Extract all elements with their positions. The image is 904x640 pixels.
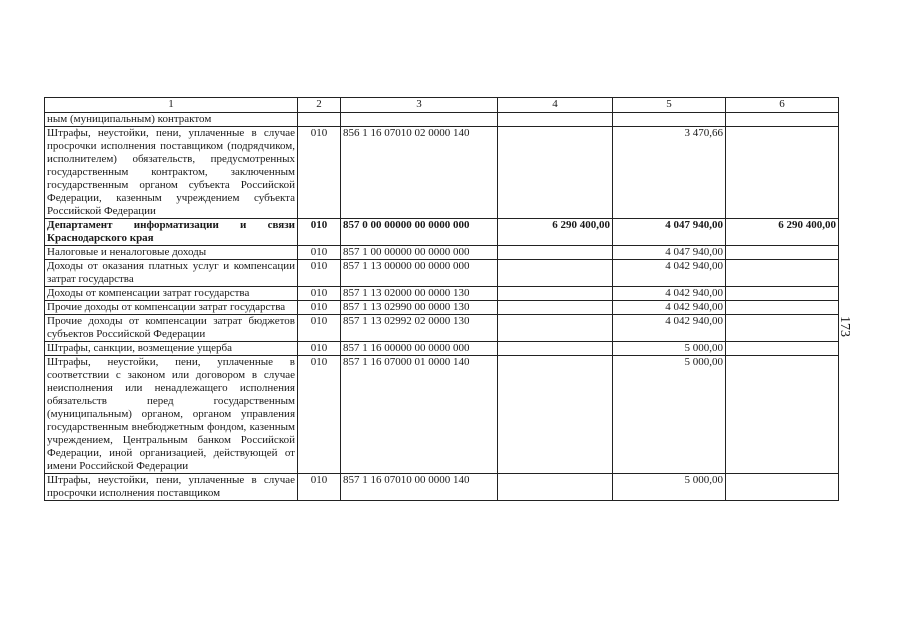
header-col-3: 3 (341, 98, 498, 113)
row-col-5-value: 4 047 940,00 (613, 246, 726, 260)
row-col-4-value: 6 290 400,00 (498, 219, 613, 246)
row-name: Штрафы, неустойки, пени, уплаченные в случае просрочки исполнения поставщиком (подрядчиком, исполнителем) обязательств, предусмотренных государственным контрактом, заключенным государственным органом субъекта Российской Федерации, казенным учреждением субъекта Российской Федерации (45, 127, 298, 219)
row-budget-code: 857 1 00 00000 00 0000 000 (341, 246, 498, 260)
header-col-5: 5 (613, 98, 726, 113)
row-col-4-value (498, 342, 613, 356)
row-col-5-value: 5 000,00 (613, 356, 726, 474)
row-col-5-value: 5 000,00 (613, 342, 726, 356)
row-name: Доходы от оказания платных услуг и компенсации затрат государства (45, 260, 298, 287)
row-name: Штрафы, санкции, возмещение ущерба (45, 342, 298, 356)
row-col-4-value (498, 315, 613, 342)
row-line-code (298, 113, 341, 127)
row-budget-code: 857 0 00 00000 00 0000 000 (341, 219, 498, 246)
table-row (45, 474, 839, 501)
row-col-6-value (726, 301, 839, 315)
row-line-code: 010 (298, 301, 341, 315)
row-name: Штрафы, неустойки, пени, уплаченные в случае просрочки исполнения поставщиком (45, 474, 298, 501)
row-col-4-value (498, 113, 613, 127)
row-budget-code: 856 1 16 07010 02 0000 140 (341, 127, 498, 219)
row-line-code: 010 (298, 127, 341, 219)
row-name: Департамент информатизации и связи Краснодарского края (45, 219, 298, 246)
row-col-4-value (498, 127, 613, 219)
row-name: Налоговые и неналоговые доходы (45, 246, 298, 260)
header-col-4: 4 (498, 98, 613, 113)
row-budget-code: 857 1 13 02990 00 0000 130 (341, 301, 498, 315)
table-body (45, 98, 839, 501)
row-col-4-value (498, 287, 613, 301)
row-col-6-value (726, 287, 839, 301)
row-col-5-value: 4 047 940,00 (613, 219, 726, 246)
row-col-6-value (726, 260, 839, 287)
table-row (45, 246, 839, 260)
row-col-5-value (613, 113, 726, 127)
row-col-6-value (726, 356, 839, 474)
table-row (45, 287, 839, 301)
row-name: Прочие доходы от компенсации затрат бюджетов субъектов Российской Федерации (45, 315, 298, 342)
row-col-5-value: 3 470,66 (613, 127, 726, 219)
table-row (45, 315, 839, 342)
header-col-2: 2 (298, 98, 341, 113)
row-budget-code: 857 1 16 00000 00 0000 000 (341, 342, 498, 356)
row-line-code: 010 (298, 219, 341, 246)
table-row (45, 260, 839, 287)
row-col-4-value (498, 474, 613, 501)
row-budget-code: 857 1 13 00000 00 0000 000 (341, 260, 498, 287)
row-line-code: 010 (298, 342, 341, 356)
row-budget-code (341, 113, 498, 127)
row-col-6-value: 6 290 400,00 (726, 219, 839, 246)
header-col-1: 1 (45, 98, 298, 113)
row-line-code: 010 (298, 287, 341, 301)
row-budget-code: 857 1 16 07010 00 0000 140 (341, 474, 498, 501)
row-col-4-value (498, 260, 613, 287)
row-col-6-value (726, 342, 839, 356)
row-col-4-value (498, 356, 613, 474)
row-name: Штрафы, неустойки, пени, уплаченные в соответствии с законом или договором в случае неисполнения или ненадлежащего исполнения обязательств перед государственным (муниципальным) органом, органом управления государственным внебюджетным фондом, казенным учреждением, Центральным банком Российской Федерации, иной организацией, действующей от имени Российской Федерации (45, 356, 298, 474)
row-name: Прочие доходы от компенсации затрат государства (45, 301, 298, 315)
row-budget-code: 857 1 16 07000 01 0000 140 (341, 356, 498, 474)
row-line-code: 010 (298, 356, 341, 474)
row-col-5-value: 4 042 940,00 (613, 260, 726, 287)
table-row (45, 342, 839, 356)
row-col-5-value: 4 042 940,00 (613, 301, 726, 315)
header-col-6: 6 (726, 98, 839, 113)
table-row (45, 301, 839, 315)
row-col-4-value (498, 246, 613, 260)
row-col-5-value: 4 042 940,00 (613, 287, 726, 301)
table-row (45, 113, 839, 127)
table-row (45, 356, 839, 474)
row-col-6-value (726, 246, 839, 260)
row-col-5-value: 5 000,00 (613, 474, 726, 501)
row-name: ным (муниципальным) контрактом (45, 113, 298, 127)
row-col-4-value (498, 301, 613, 315)
row-line-code: 010 (298, 260, 341, 287)
row-line-code: 010 (298, 315, 341, 342)
row-col-6-value (726, 127, 839, 219)
page-number: 173 (837, 316, 852, 337)
row-budget-code: 857 1 13 02000 00 0000 130 (341, 287, 498, 301)
row-col-6-value (726, 474, 839, 501)
row-name: Доходы от компенсации затрат государства (45, 287, 298, 301)
column-number-row (45, 98, 839, 113)
table-row (45, 219, 839, 246)
row-col-6-value (726, 113, 839, 127)
row-budget-code: 857 1 13 02992 02 0000 130 (341, 315, 498, 342)
row-col-5-value: 4 042 940,00 (613, 315, 726, 342)
row-line-code: 010 (298, 246, 341, 260)
row-line-code: 010 (298, 474, 341, 501)
row-col-6-value (726, 315, 839, 342)
revenue-table (44, 97, 839, 501)
table-row (45, 127, 839, 219)
